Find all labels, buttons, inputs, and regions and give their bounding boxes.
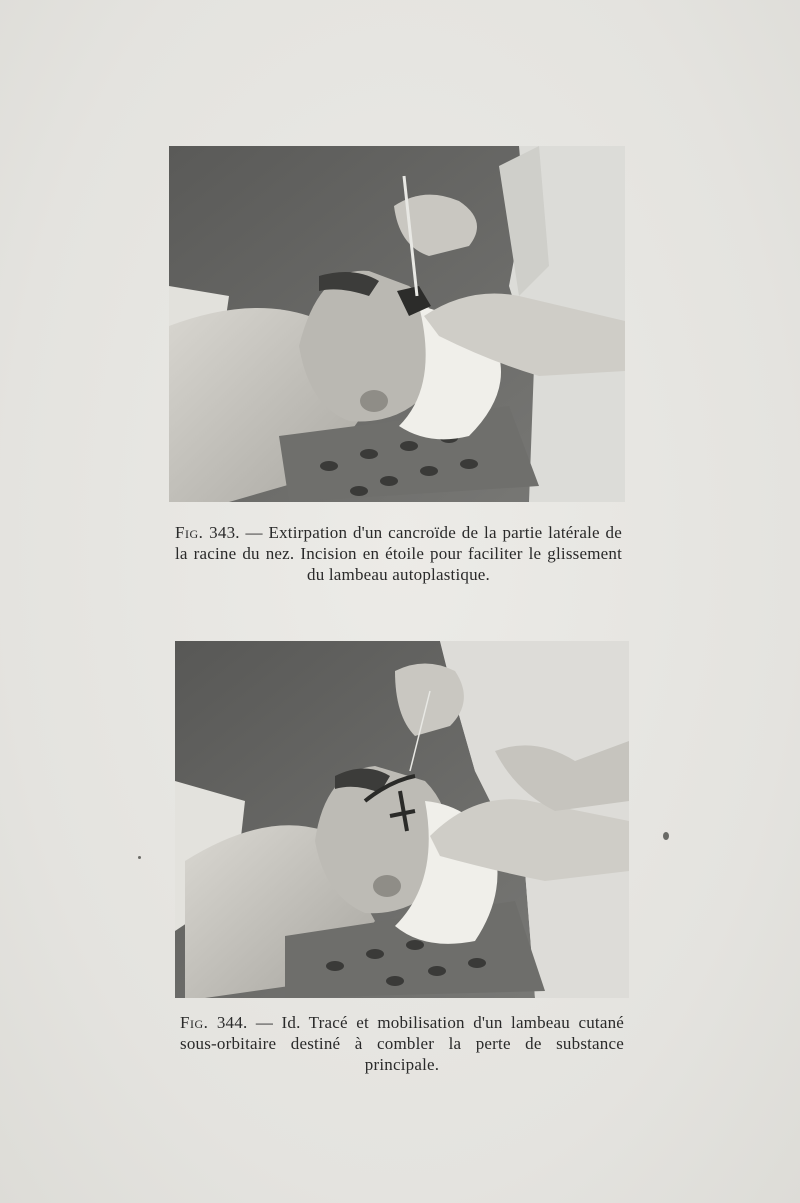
- figure-344-number: 344.: [216, 1013, 248, 1032]
- figure-343-label: Fig.: [175, 523, 204, 542]
- figure-344-photograph: [175, 641, 629, 998]
- paper-speck: [663, 832, 669, 840]
- figure-343-caption: [175, 522, 622, 585]
- figure-343-text: — Extirpation d'un cancroïde de la partie latérale de la racine du nez. Incision en étoile pour faciliter le glissement du lambeau autoplastique.: [175, 523, 623, 584]
- figure-344-text: — Id. Tracé et mobilisation d'un lambeau cutané sous-orbitaire destiné à combler la perte de substance principale.: [180, 1013, 625, 1074]
- figure-343-number: 343.: [209, 523, 240, 542]
- figure-343-photograph: [169, 146, 625, 502]
- figure-344-caption: [180, 1012, 624, 1075]
- paper-speck: [138, 856, 141, 859]
- figure-344-label: Fig.: [180, 1013, 209, 1032]
